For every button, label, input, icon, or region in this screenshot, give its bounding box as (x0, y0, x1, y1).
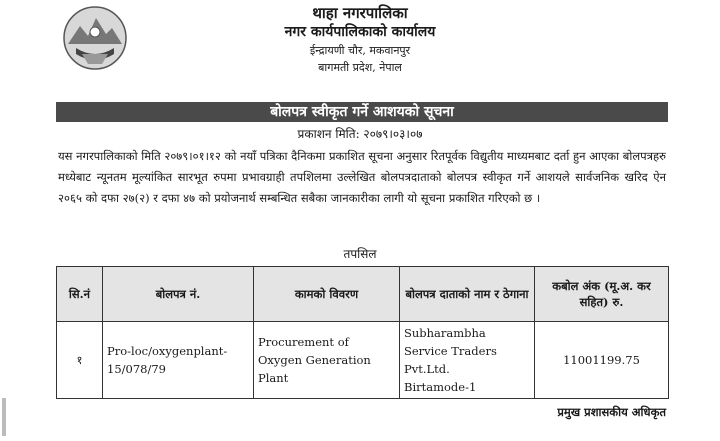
municipality-name: थाहा नगरपालिका (312, 4, 408, 22)
header-sn: सि.नं (57, 267, 103, 322)
page-edge-mark (2, 398, 6, 436)
table-title: तपसिल (343, 247, 377, 261)
cell-work: Procurement of Oxygen Generation Plant (254, 322, 400, 399)
signer-title: प्रमुख प्रशासकीय अधिकृत (557, 405, 666, 419)
bid-table (56, 266, 669, 399)
office-address: ईन्द्रायणी चौर, मकवानपुर (309, 44, 411, 57)
cell-bidder (400, 322, 535, 399)
letterhead (0, 4, 720, 76)
header-bid-no: बोलपत्र नं. (103, 267, 254, 322)
notice-body: यस नगरपालिकाको मिति २०७९।०१।१२ को नयाँ पत्रिका दैनिकमा प्रकाशित सूचना अनुसार रितपूर्वक विद्युतीय माध्यमबाट दर्ता हुन आएका बोलपत्रहरु मध्येबाट न्यूनतम मूल्यांकित सारभूत रुपमा प्रभावग्राही तपशिलमा उल्लेखित बोलपत्रदाताको बोलपत्र स्वीकृत गर्ने आशयले सार्वजनिक खरिद ऐन २०६५ को दफा २७(२) र दफा ४७ को प्रयोजनार्थ सम्बन्धित सबैका जानकारीका लागी यो सूचना प्रकाशित गरिएको छ । (58, 149, 666, 205)
bidder-address: Birtamode-1 (404, 380, 477, 394)
notice-title: बोलपत्र स्वीकृत गर्ने आशयको सूचना (56, 102, 668, 122)
cell-bid-no: Pro-loc/oxygenplant-15/078/79 (103, 322, 254, 399)
office-province: बागमती प्रदेश, नेपाल (318, 61, 402, 74)
table-header-row (57, 267, 669, 322)
bidder-name: Subharambha Service Traders Pvt.Ltd. (404, 326, 497, 376)
cell-amount: 11001199.75 (535, 322, 669, 399)
cell-sn: १ (57, 322, 103, 399)
office-name: नगर कार्यपालिकाको कार्यालय (284, 24, 436, 40)
header-work: कामको विवरण (254, 267, 400, 322)
table-row (57, 322, 669, 399)
header-amount: कबोल अंक (मू.अ. कर सहित) रु. (535, 267, 669, 322)
publish-date: प्रकाशन मिति: २०७९।०३।०७ (297, 127, 423, 141)
header-bidder: बोलपत्र दाताको नाम र ठेगाना (400, 267, 535, 322)
